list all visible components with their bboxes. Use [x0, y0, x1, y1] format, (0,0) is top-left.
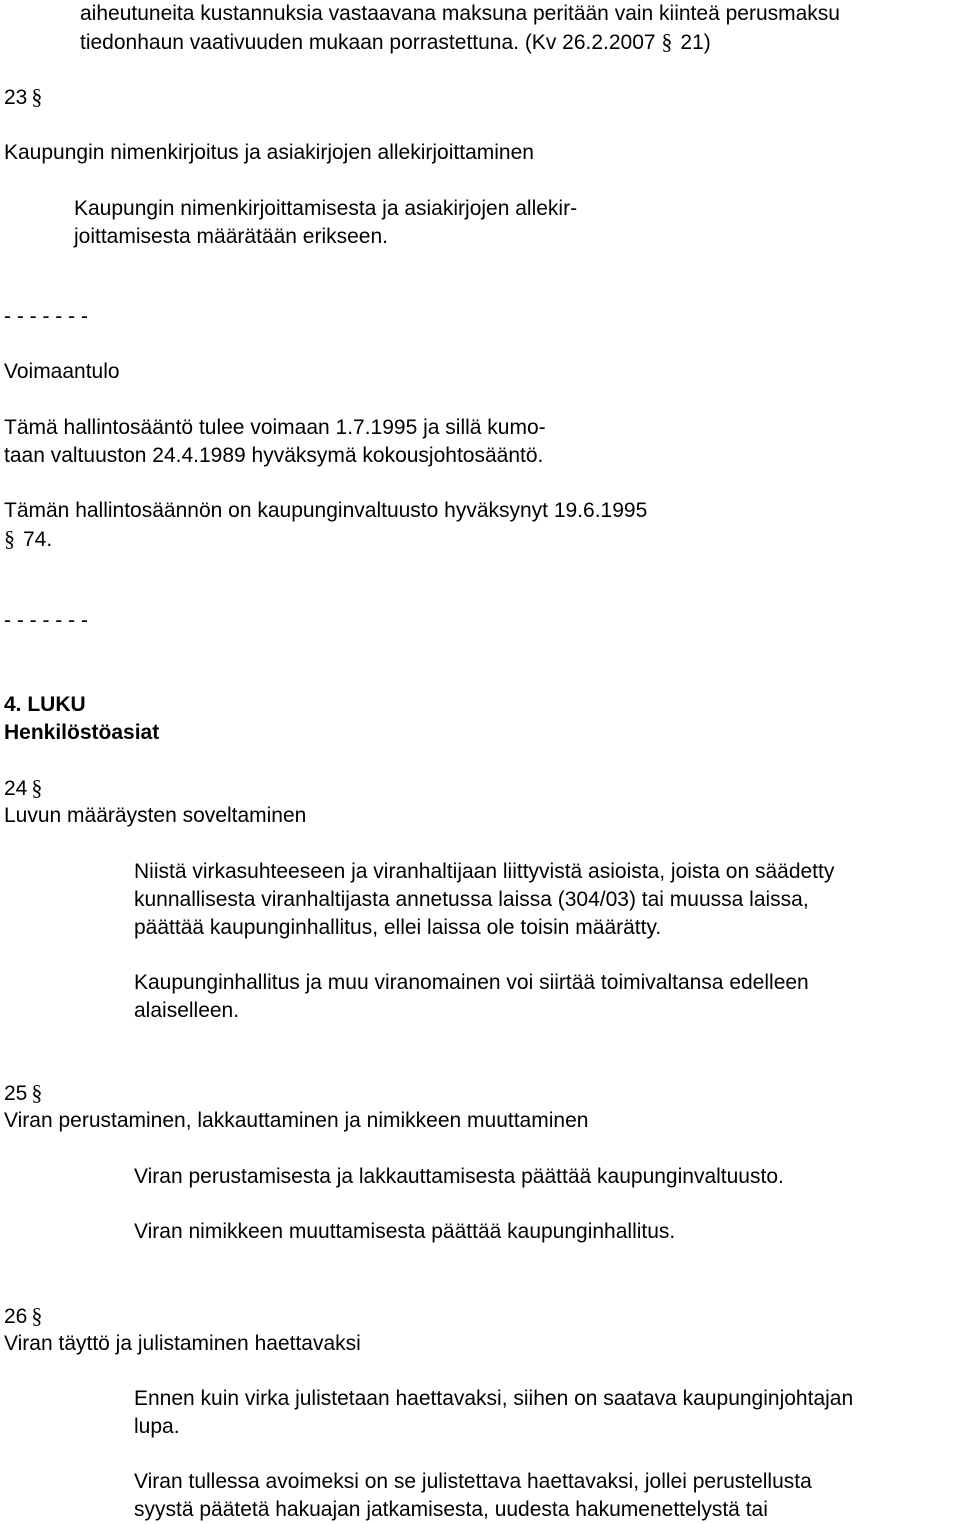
- chapter-number: 4. LUKU: [4, 693, 86, 716]
- section-23-body-line-1: Kaupungin nimenkirjoittamisesta ja asiakirjojen allekir-: [74, 197, 578, 220]
- section-number: 25: [4, 1082, 28, 1105]
- section-symbol-icon: §: [31, 775, 43, 800]
- intro-line-2: [80, 28, 840, 57]
- section-symbol-icon: §: [4, 526, 15, 551]
- separator-line: - - - - - - -: [4, 609, 88, 632]
- section-26-p1-line-1: Ennen kuin virka julistetaan haettavaksi, siihen on saatava kaupunginjohtajan: [134, 1387, 854, 1410]
- section-25-paragraph-2: Viran nimikkeen muuttamisesta päättää kaupunginhallitus.: [134, 1220, 676, 1243]
- section-26-heading: Viran täyttö ja julistaminen haettavaksi: [4, 1332, 361, 1355]
- section-number: 26: [4, 1305, 28, 1328]
- section-25-paragraph-1: Viran perustamisesta ja lakkauttamisesta päättää kaupunginvaltuusto.: [134, 1165, 784, 1188]
- section-number: 24: [4, 777, 28, 800]
- section-25-heading: Viran perustaminen, lakkauttaminen ja nimikkeen muuttaminen: [4, 1109, 589, 1132]
- voimaantulo-p2-line-1: Tämän hallintosäännön on kaupunginvaltuusto hyväksynyt 19.6.1995: [4, 499, 648, 522]
- section-symbol-icon: §: [31, 1303, 43, 1328]
- section-24-paragraph-2: [134, 969, 809, 1025]
- section-number: 23: [4, 86, 28, 109]
- voimaantulo-paragraph-1: [4, 414, 546, 470]
- section-23-body-line-2: joittamisesta määrätään erikseen.: [74, 225, 388, 248]
- section-24-p1-line-1: Niistä virkasuhteeseen ja viranhaltijaan liittyvistä asioista, joista on säädetty: [134, 860, 835, 883]
- section-26-p2-line-1: Viran tullessa avoimeksi on se julistettava haettavaksi, jollei perustellusta: [134, 1470, 812, 1493]
- section-24-paragraph-1: [134, 858, 834, 942]
- section-24-p2-line-2: alaiselleen.: [134, 999, 240, 1022]
- section-24-number-line: [4, 774, 42, 803]
- intro-line-2-text: tiedonhaun vaativuuden mukaan porrastettuna. (Kv 26.2.2007: [80, 31, 656, 54]
- section-25-number-line: [4, 1079, 42, 1108]
- intro-line-1: aiheutuneita kustannuksia vastaavana maksuna peritään vain kiinteä perusmaksu: [80, 2, 840, 25]
- chapter-title: Henkilöstöasiat: [4, 721, 160, 744]
- voimaantulo-p1-line-1: Tämä hallintosääntö tulee voimaan 1.7.1995 ja sillä kumo-: [4, 416, 546, 439]
- section-symbol-icon: §: [31, 1080, 43, 1105]
- voimaantulo-paragraph-2: [4, 497, 647, 554]
- voimaantulo-p2-line-2: [4, 525, 647, 554]
- section-23-body: [74, 195, 577, 251]
- section-26-paragraph-2: [134, 1468, 812, 1524]
- section-symbol-icon: §: [31, 84, 43, 109]
- voimaantulo-heading: Voimaantulo: [4, 360, 120, 383]
- section-symbol-icon: §: [661, 29, 673, 54]
- voimaantulo-section-number: 74.: [23, 528, 53, 551]
- section-26-p1-line-2: lupa.: [134, 1415, 180, 1438]
- section-26-paragraph-1: [134, 1385, 853, 1441]
- section-24-p2-line-1: Kaupunginhallitus ja muu viranomainen voi siirtää toimivaltansa edelleen: [134, 971, 809, 994]
- section-24-heading: Luvun määräysten soveltaminen: [4, 804, 307, 827]
- section-24-p1-line-2: kunnallisesta viranhaltijasta annetussa laissa (304/03) tai muussa laissa,: [134, 888, 809, 911]
- section-23-heading: Kaupungin nimenkirjoitus ja asiakirjojen allekirjoittaminen: [4, 141, 534, 164]
- intro-paragraph: [80, 0, 840, 57]
- section-26-number-line: [4, 1302, 42, 1331]
- separator-line: - - - - - - -: [4, 305, 88, 328]
- section-23-number-line: [4, 83, 42, 112]
- section-26-p2-line-2: syystä päätetä hakuajan jatkamisesta, uudesta hakumenettelystä tai: [134, 1498, 768, 1521]
- section-24-p1-line-3: päättää kaupunginhallitus, ellei laissa ole toisin määrätty.: [134, 916, 662, 939]
- intro-section-number: 21): [680, 31, 711, 54]
- voimaantulo-p1-line-2: taan valtuuston 24.4.1989 hyväksymä kokousjohtosääntö.: [4, 444, 544, 467]
